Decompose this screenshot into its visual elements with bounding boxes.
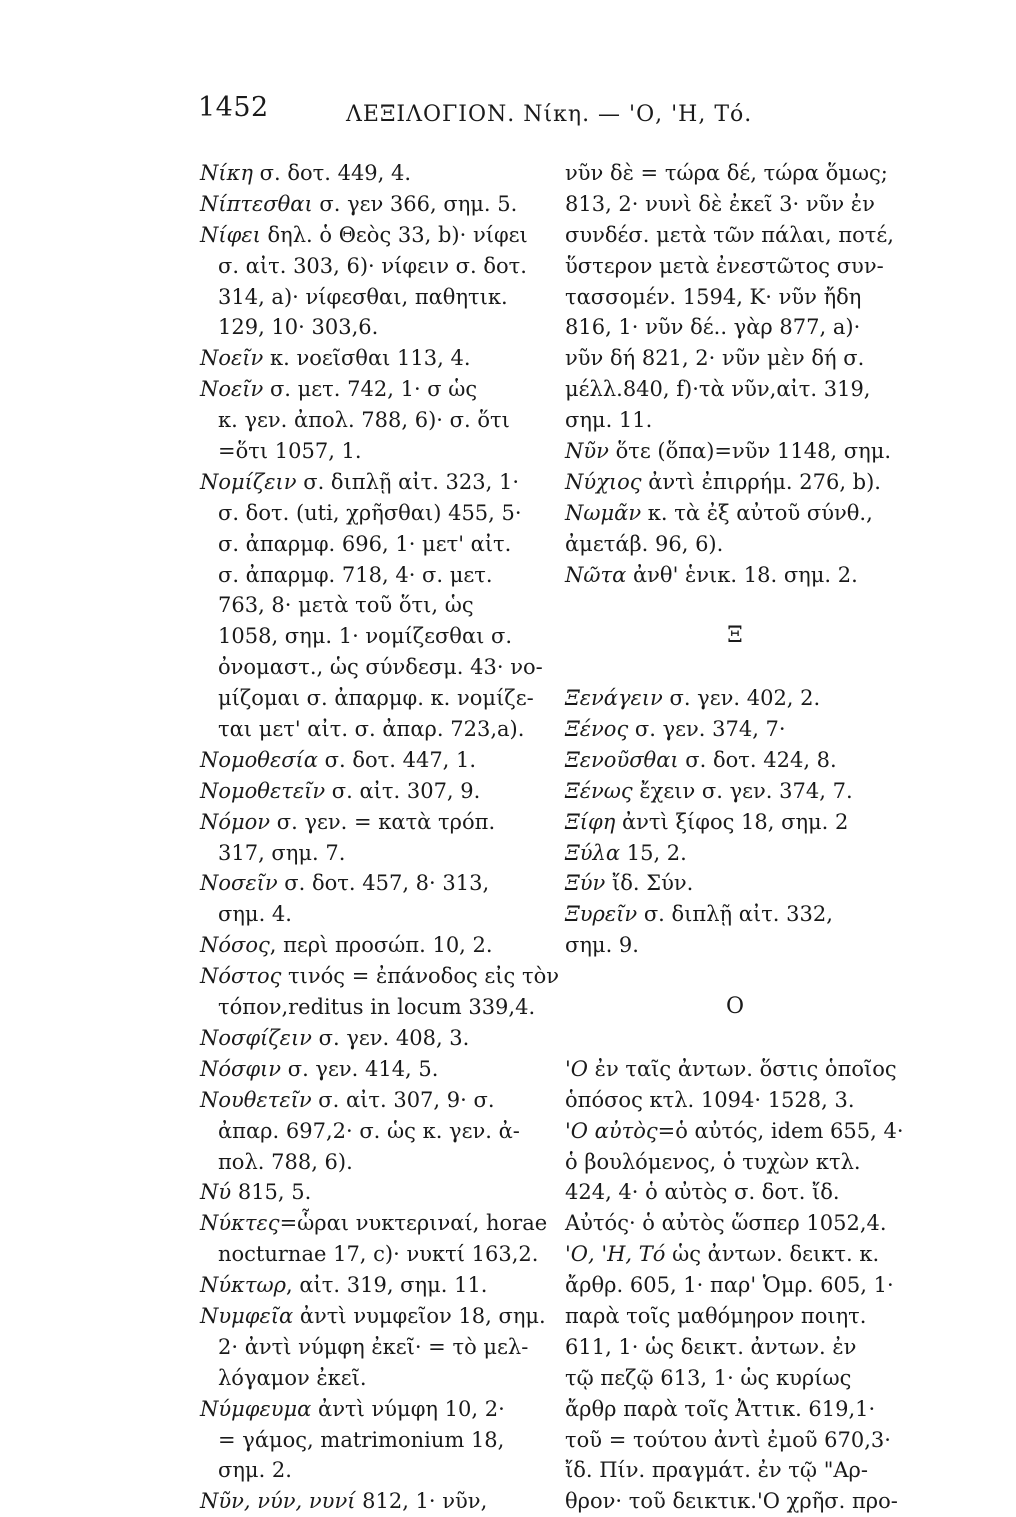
entry-text: 815, 5. (231, 1180, 312, 1205)
entry-line (565, 1147, 905, 1178)
headword: Νῶτα (565, 562, 627, 587)
headword: Ξυρεῖν (565, 902, 638, 927)
entry-text: ἄρθρ. 605, 1· παρ' Ὁμρ. 605, 1· (565, 1273, 894, 1298)
entry-text: σ. δοτ. (uti, χρῆσθαι) 455, 5· (218, 500, 522, 525)
entry-text: nocturnae 17, c)· νυκτί 163,2. (218, 1242, 539, 1267)
entry-line (565, 1425, 905, 1456)
entry-text: σ. αἰτ. 303, 6)· νίφειν σ. δοτ. (218, 253, 527, 278)
entry-line (565, 930, 905, 961)
entry-text: σ. ἀπαρμφ. 696, 1· μετ' αἰτ. (218, 531, 512, 556)
entry-line (200, 1332, 540, 1363)
entry-line (200, 282, 540, 313)
entry-line (200, 683, 540, 714)
headword: Νύκτες (200, 1211, 280, 1236)
entry-line (565, 343, 905, 374)
entry-line (565, 838, 905, 869)
entry-line (200, 776, 540, 807)
entry-text: ἀντὶ ἐπιρρήμ. 276, b). (641, 469, 881, 494)
spacer (565, 1023, 905, 1054)
entry-line (565, 498, 905, 529)
entry-line (200, 467, 540, 498)
entry-text: μέλλ.840, f)·τὰ νῦν,αἰτ. 319, (565, 377, 871, 402)
headword: Νόμον (200, 809, 271, 834)
entry-line (200, 1208, 548, 1239)
entry-text: ἀπαρ. 697,2· σ. ὡς κ. γεν. ἀ- (218, 1118, 520, 1143)
entry-text: σ. γεν. 414, 5. (281, 1056, 439, 1081)
headword: Νωμᾶν (565, 500, 642, 525)
entry-line (200, 405, 540, 436)
entry-text: 813, 2· νυνὶ δὲ ἐκεῖ 3· νῦν ἐν (565, 191, 875, 216)
entry-text: ὅτε (ὅπα)=νῦν 1148, σημ. (608, 439, 892, 464)
entry-line (565, 899, 905, 930)
entry-line (565, 1363, 905, 1394)
entry-line (565, 1208, 905, 1239)
entry-line (565, 1394, 905, 1425)
entry-text: 1058, σημ. 1· νομίζεσθαι σ. (218, 624, 513, 649)
entry-line (565, 1332, 905, 1363)
entry-line (200, 1301, 546, 1332)
entry-text: παρὰ τοῖς μαθόμηρον ποιητ. (565, 1303, 867, 1328)
entry-text: ὁπόσος κτλ. 1094· 1528, 3. (565, 1087, 855, 1112)
headword: Ξένος (565, 717, 629, 742)
headword: Νύμφευμα (200, 1396, 312, 1421)
headword: Ξίφη (565, 809, 616, 834)
headword: Νομοθετεῖν (200, 778, 326, 803)
entry-line (200, 621, 540, 652)
entry-line (200, 590, 540, 621)
entry-text: σ. μετ. 742, 1· σ ὡς (263, 377, 478, 402)
entry-text: σ. διπλῇ αἰτ. 332, (637, 902, 833, 927)
entry-line (200, 1239, 540, 1270)
entry-line (200, 1116, 540, 1147)
entry-text: σ. γεν. 374, 7· (628, 717, 786, 742)
entry-line (200, 899, 540, 930)
right-column-xi-entries (565, 683, 905, 961)
section-heading-o: O (725, 994, 745, 1020)
entry-line (200, 961, 559, 992)
entry-text: = γάμος, matrimonium 18, (218, 1427, 505, 1452)
entry-text: σ. δοτ. 449, 4. (252, 161, 412, 185)
entry-text: ὡς ἀντων. δεικτ. κ. (665, 1242, 880, 1267)
page-number: 1452 (198, 92, 269, 123)
entry-line (200, 374, 540, 405)
entry-line (565, 560, 905, 591)
entry-line (200, 529, 540, 560)
headword: Νίπτεσθαι (200, 191, 313, 216)
entry-line (200, 1486, 540, 1517)
entry-text: τόπον,reditus in locum 339,4. (218, 995, 536, 1020)
entry-text: σ. αἰτ. 307, 9. (325, 778, 481, 803)
headword: Ξενοῦσθαι (565, 747, 679, 772)
entry-line (565, 189, 905, 220)
headword: Νοσφίζειν (200, 1025, 312, 1050)
entry-text: ὕστερον μετὰ ἐνεστῶτος συν- (565, 253, 884, 278)
entry-text: ἀντὶ νύμφη 10, 2· (311, 1396, 505, 1421)
entry-text: σ. γεν. 402, 2. (662, 686, 821, 711)
entry-text: ἀντὶ ξίφος 18, σημ. 2 (615, 809, 849, 834)
entry-line (565, 405, 905, 436)
headword: Νουθετεῖν (200, 1087, 312, 1112)
entry-line (200, 312, 540, 343)
entry-text: τινός = ἐπάνοδος εἰς τὸν (281, 964, 559, 989)
entry-text: ὀνομαστ., ὡς σύνδεσμ. 43· νο- (218, 655, 543, 680)
entry-text: =ὁ αὐτός, idem 655, 4· (657, 1118, 904, 1143)
entry-text: σημ. 2. (218, 1458, 292, 1483)
entry-line (565, 312, 905, 343)
headword: Νομοθεσία (200, 747, 318, 772)
entry-text: ἀμετάβ. 96, 6). (565, 531, 724, 556)
entry-text: ται μετ' αἰτ. σ. ἀπαρ. 723,a). (218, 717, 525, 742)
entry-text: ἄρθρ παρὰ τοῖς Ἀττικ. 619,1· (565, 1396, 876, 1421)
entry-line (200, 343, 540, 374)
entry-text: =ὅτι 1057, 1. (218, 439, 362, 464)
entry-text: πολ. 788, 6). (218, 1149, 353, 1174)
headword: Νίκη (200, 161, 253, 185)
headword: Νύ (200, 1180, 232, 1205)
entry-text: ἀνθ' ἑνικ. 18. σημ. 2. (626, 562, 858, 587)
entry-line (200, 158, 540, 189)
entry-line (565, 1239, 905, 1270)
entry-line (200, 838, 540, 869)
entry-line (565, 467, 905, 498)
entry-line (565, 251, 905, 282)
entry-line (565, 1455, 905, 1486)
entry-text: σ. δοτ. 447, 1. (317, 747, 477, 772)
entry-text: ὁ βουλόμενος, ὁ τυχὼν κτλ. (565, 1149, 861, 1174)
entry-text: 314, a)· νίφεσθαι, παθητικ. (218, 284, 508, 309)
headword: 'Ο αὐτὸς (565, 1118, 658, 1143)
entry-line (200, 807, 540, 838)
entry-line (565, 282, 905, 313)
headword: Νίφει (200, 222, 261, 247)
headword: Νυμφεῖα (200, 1303, 294, 1328)
entry-line (565, 1177, 905, 1208)
headword: Νοεῖν (200, 346, 264, 371)
headword: Νῦν (565, 439, 609, 464)
headword: Νόστος (200, 964, 282, 989)
headword: Νῦν, νύν, νυνί (200, 1489, 356, 1514)
entry-text: σ. δοτ. 457, 8· 313, (277, 871, 490, 896)
entry-text: 763, 8· μετὰ τοῦ ὅτι, ὡς (218, 593, 474, 618)
entry-line (565, 683, 905, 714)
entry-text: 2· ἀντὶ νύμφη ἐκεῖ· = τὸ μελ- (218, 1334, 529, 1359)
entry-line (565, 714, 905, 745)
entry-text: ἴδ. Σύν. (605, 871, 694, 896)
headword: Νόσος (200, 933, 270, 958)
headword: Νοεῖν (200, 377, 264, 402)
entry-text: , περὶ προσώπ. 10, 2. (269, 933, 493, 958)
headword: Ξύν (565, 871, 606, 896)
entry-text: 812, 1· νῦν, (355, 1489, 488, 1514)
entry-text: σ. γεν. = κατὰ τρόπ. (270, 809, 496, 834)
entry-line (565, 807, 905, 838)
entry-text: σημ. 9. (565, 933, 639, 958)
entry-line (200, 868, 540, 899)
entry-text: λόγαμον ἐκεῖ. (218, 1365, 367, 1390)
entry-line (565, 436, 905, 467)
entry-line (565, 1054, 905, 1085)
headword: Ξενάγειν (565, 686, 663, 711)
entry-line (200, 652, 543, 683)
entry-line (565, 1486, 905, 1517)
entry-line (565, 776, 905, 807)
entry-text: ἐν ταῖς ἀντων. ὅστις ὁποῖος (588, 1056, 897, 1081)
entry-line (200, 1425, 540, 1456)
entry-text: συνδέσ. μετὰ τῶν πάλαι, ποτέ, (565, 222, 894, 247)
entry-text: νῦν δή 821, 2· νῦν μὲν δή σ. (565, 346, 865, 371)
entry-line (200, 220, 540, 251)
entry-line (565, 1116, 905, 1147)
right-column (565, 158, 905, 1517)
section-heading-xi: Ξ (727, 623, 743, 649)
headword: Νόσφιν (200, 1056, 282, 1081)
entry-text: σημ. 4. (218, 902, 292, 927)
entry-line (565, 529, 905, 560)
entry-text: σημ. 11. (565, 408, 653, 433)
headword: Ξύλα (565, 840, 621, 865)
entry-text: 15, 2. (620, 840, 687, 865)
entry-line (565, 1270, 905, 1301)
entry-line (200, 1054, 540, 1085)
entry-text: ἴδ. Πίν. πραγμάτ. ἐν τῷ "Αρ- (565, 1458, 868, 1483)
entry-line (200, 1363, 540, 1394)
entry-line (200, 498, 540, 529)
entry-text: κ. νοεῖσθαι 113, 4. (263, 346, 471, 371)
headword: Νύκτωρ (200, 1273, 286, 1298)
entry-line (200, 1085, 540, 1116)
entry-text: ἔχειν σ. γεν. 374, 7. (632, 778, 853, 803)
left-column (200, 158, 559, 1517)
headword: Ξένως (565, 778, 633, 803)
entry-text: σ. διπλῇ αἰτ. 323, 1· (296, 469, 520, 494)
spacer (565, 590, 905, 621)
entry-text: σ. δοτ. 424, 8. (678, 747, 837, 772)
entry-line (200, 714, 540, 745)
headword: 'Ο, 'Η, Τό (565, 1242, 666, 1267)
entry-line (200, 1147, 540, 1178)
entry-text: κ. τὰ ἐξ αὐτοῦ σύνθ., (641, 500, 873, 525)
entry-line (200, 930, 540, 961)
entry-line (200, 1023, 540, 1054)
headword: Νοσεῖν (200, 871, 278, 896)
entry-text: 317, σημ. 7. (218, 840, 346, 865)
entry-line (565, 1085, 905, 1116)
entry-text: μίζομαι σ. ἀπαρμφ. κ. νομίζε- (218, 686, 534, 711)
entry-text: νῦν δὲ = τώρα δέ, τώρα ὅμως; (565, 161, 888, 185)
spacer (565, 652, 905, 683)
entry-line (565, 1301, 905, 1332)
entry-text: , αἰτ. 319, σημ. 11. (286, 1273, 488, 1298)
entry-text: 129, 10· 303,6. (218, 315, 379, 340)
right-column-o-entries (565, 1054, 905, 1517)
entry-text: 816, 1· νῦν δέ.. γὰρ 877, a)· (565, 315, 861, 340)
entry-line (565, 158, 905, 189)
headword: Νομίζειν (200, 469, 297, 494)
entry-text: ἀντὶ νυμφεῖον 18, σημ. (293, 1303, 546, 1328)
entry-text: σ. ἀπαρμφ. 718, 4· σ. μετ. (218, 562, 493, 587)
entry-text: σ. γεν 366, σημ. 5. (312, 191, 518, 216)
entry-line (565, 374, 905, 405)
entry-line (565, 745, 905, 776)
entry-line (200, 1455, 540, 1486)
entry-text: 424, 4· ὁ αὐτὸς σ. δοτ. ἴδ. (565, 1180, 840, 1205)
entry-line (200, 745, 540, 776)
entry-text: σ. αἰτ. 307, 9· σ. (311, 1087, 495, 1112)
entry-text: 611, 1· ὡς δεικτ. ἀντων. ἐν (565, 1334, 857, 1359)
entry-text: Αὐτός· ὁ αὐτὸς ὥσπερ 1052,4. (565, 1211, 887, 1236)
entry-text: δηλ. ὁ Θεὸς 33, b)· νίφει (260, 222, 528, 247)
headword: Νύχιος (565, 469, 642, 494)
spacer (565, 961, 905, 992)
entry-text: τασσομέν. 1594, K· νῦν ἤδη (565, 284, 862, 309)
entry-text: τῷ πεζῷ 613, 1· ὡς κυρίως (565, 1365, 852, 1390)
entry-text: σ. γεν. 408, 3. (311, 1025, 470, 1050)
entry-text: κ. γεν. ἀπολ. 788, 6)· σ. ὅτι (218, 408, 510, 433)
entry-line (200, 560, 540, 591)
entry-line (200, 1270, 540, 1301)
entry-line (200, 1394, 540, 1425)
entry-line (200, 992, 540, 1023)
entry-line (200, 436, 540, 467)
headword: 'Ο (565, 1056, 588, 1081)
entry-text: =ὧραι νυκτεριναί, horae (279, 1211, 548, 1236)
entry-line (200, 251, 540, 282)
right-column-n-entries (565, 158, 905, 590)
entry-line (565, 868, 905, 899)
entry-line (565, 220, 905, 251)
entry-text: τοῦ = τούτου ἀντὶ ἐμοῦ 670,3· (565, 1427, 891, 1452)
page-header (198, 92, 818, 132)
entry-line (200, 189, 540, 220)
running-head: ΛΕΞΙΛΟΓΙΟΝ. Νίκη. — 'Ο, 'Η, Τό. (346, 102, 753, 127)
entry-text: θρον· τοῦ δεικτικ.'Ο χρῆσ. προ- (565, 1489, 898, 1514)
entry-line (200, 1177, 540, 1208)
